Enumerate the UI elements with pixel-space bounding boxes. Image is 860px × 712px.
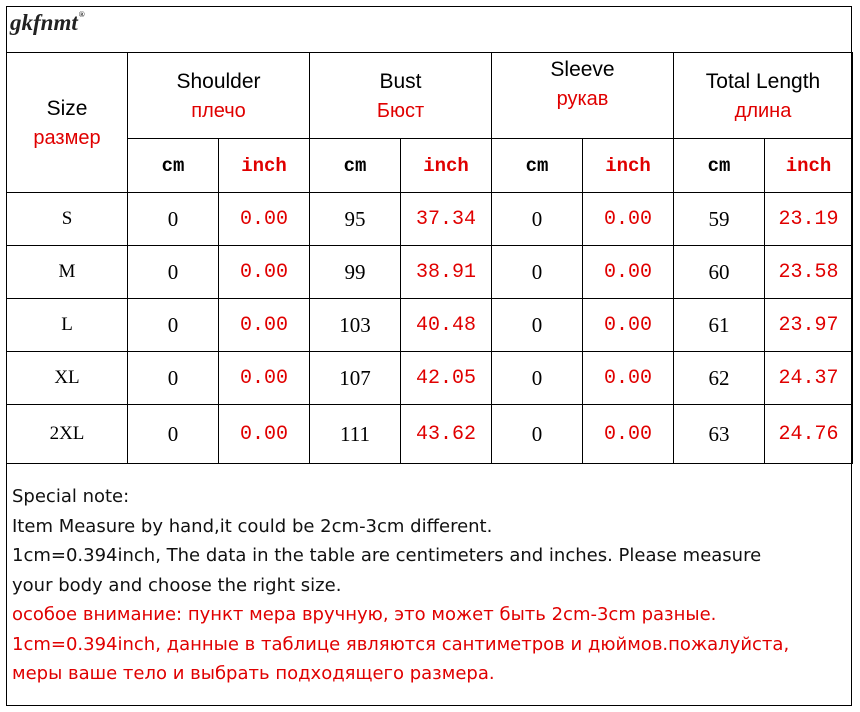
shoulder-header	[128, 53, 310, 139]
sleeve-inch: 0.00	[583, 193, 674, 246]
sleeve-unit-inch: inch	[583, 139, 674, 193]
size-header-ru: размер	[33, 126, 101, 149]
length-inch: 23.97	[765, 299, 853, 352]
table-row	[7, 246, 853, 299]
size-header-en: Size	[46, 96, 88, 120]
sleeve-header	[492, 53, 674, 139]
unit-row	[7, 139, 853, 193]
shoulder-cm: 0	[128, 193, 219, 246]
sleeve-cm: 0	[492, 193, 583, 246]
brand-logo	[10, 10, 85, 36]
bust-unit-inch: inch	[401, 139, 492, 193]
length-unit-inch: inch	[765, 139, 853, 193]
length-cm: 59	[674, 193, 765, 246]
bust-header	[310, 53, 492, 139]
table-row	[7, 299, 853, 352]
bust-inch: 43.62	[401, 405, 492, 464]
shoulder-cm: 0	[128, 405, 219, 464]
note-en-line: 1cm=0.394inch, The data in the table are centimeters and inches. Please measure	[12, 545, 762, 566]
bust-cm: 111	[310, 405, 401, 464]
size-label: XL	[7, 352, 128, 405]
shoulder-header-en: Shoulder	[176, 69, 261, 93]
header-row	[7, 53, 853, 139]
total-length-header-en: Total Length	[705, 69, 821, 93]
sleeve-inch: 0.00	[583, 246, 674, 299]
note-en-line: Special note:	[12, 486, 130, 507]
total-length-header	[674, 53, 853, 139]
shoulder-cm: 0	[128, 352, 219, 405]
sleeve-inch: 0.00	[583, 299, 674, 352]
shoulder-inch: 0.00	[219, 352, 310, 405]
bust-cm: 103	[310, 299, 401, 352]
size-header	[7, 53, 128, 193]
size-label: L	[7, 299, 128, 352]
table-row	[7, 193, 853, 246]
sleeve-inch: 0.00	[583, 352, 674, 405]
sleeve-cm: 0	[492, 246, 583, 299]
note-en-line: your body and choose the right size.	[12, 574, 342, 596]
sleeve-header-en: Sleeve	[550, 58, 615, 81]
size-label: M	[7, 246, 128, 299]
length-inch: 23.58	[765, 246, 853, 299]
bust-inch: 42.05	[401, 352, 492, 405]
length-inch: 24.37	[765, 352, 853, 405]
size-label: S	[7, 193, 128, 246]
length-cm: 61	[674, 299, 765, 352]
bust-header-en: Bust	[379, 69, 422, 93]
bust-cm: 107	[310, 352, 401, 405]
shoulder-inch: 0.00	[219, 299, 310, 352]
bust-inch: 40.48	[401, 299, 492, 352]
registered-mark: ®	[78, 10, 85, 19]
sleeve-cm: 0	[492, 352, 583, 405]
note-ru-line: особое внимание: пункт мера вручную, это может быть 2cm-3cm разные.	[12, 604, 717, 625]
length-unit-cm: cm	[674, 139, 765, 193]
bust-cm: 99	[310, 246, 401, 299]
sleeve-inch: 0.00	[583, 405, 674, 464]
note-ru-line: меры ваше тело и выбрать подходящего размера.	[12, 663, 495, 684]
length-cm: 62	[674, 352, 765, 405]
special-note	[12, 482, 848, 689]
table-row	[7, 352, 853, 405]
size-table	[6, 52, 853, 464]
bust-inch: 37.34	[401, 193, 492, 246]
sleeve-header-ru: рукав	[556, 88, 609, 110]
shoulder-inch: 0.00	[219, 246, 310, 299]
sleeve-unit-cm: cm	[492, 139, 583, 193]
length-inch: 24.76	[765, 405, 853, 464]
bust-header-ru: Бюст	[376, 99, 425, 122]
shoulder-cm: 0	[128, 246, 219, 299]
shoulder-unit-inch: inch	[219, 139, 310, 193]
length-cm: 63	[674, 405, 765, 464]
shoulder-inch: 0.00	[219, 405, 310, 464]
brand-name: gkfnmt	[10, 10, 78, 35]
bust-unit-cm: cm	[310, 139, 401, 193]
bust-cm: 95	[310, 193, 401, 246]
shoulder-unit-cm: cm	[128, 139, 219, 193]
length-inch: 23.19	[765, 193, 853, 246]
sleeve-cm: 0	[492, 299, 583, 352]
table-row	[7, 405, 853, 464]
total-length-header-ru: длина	[734, 99, 792, 122]
bust-inch: 38.91	[401, 246, 492, 299]
shoulder-header-ru: плечо	[191, 99, 246, 122]
shoulder-cm: 0	[128, 299, 219, 352]
note-ru-line: 1cm=0.394inch, данные в таблице являются сантиметров и дюймов.пожалуйста,	[12, 633, 790, 655]
length-cm: 60	[674, 246, 765, 299]
note-en-line: Item Measure by hand,it could be 2cm-3cm different.	[12, 515, 493, 537]
shoulder-inch: 0.00	[219, 193, 310, 246]
sleeve-cm: 0	[492, 405, 583, 464]
size-label: 2XL	[7, 405, 128, 464]
